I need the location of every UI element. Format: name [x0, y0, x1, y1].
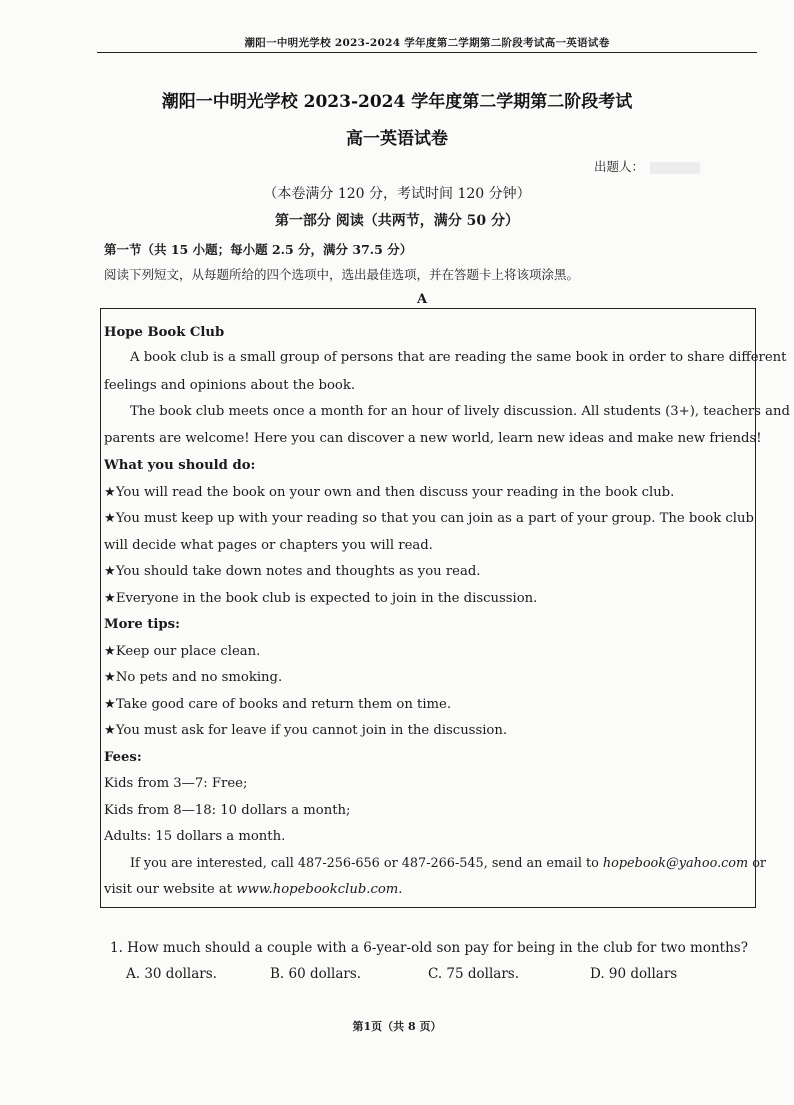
fees-heading: Fees: [104, 750, 142, 765]
passage-intro-line-1: A book club is a small group of persons that are reading the same book in order to share different [130, 350, 787, 365]
page-footer: 第1页（共 8 页） [352, 1020, 442, 1033]
question-1-option-d: D. 90 dollars [590, 966, 678, 982]
website-text: visit our website at [104, 882, 237, 897]
should-heading: What you should do: [104, 458, 256, 473]
website-line [104, 882, 403, 897]
part-heading: 第一部分 阅读（共两节，满分 50 分） [274, 213, 520, 229]
email-address: hopebook@yahoo.com [602, 856, 749, 871]
contact-line [130, 856, 766, 871]
should-item-2b: will decide what pages or chapters you will read. [104, 538, 433, 553]
question-1-option-c: C. 75 dollars. [428, 966, 520, 982]
tip-item-4: ★You must ask for leave if you cannot join in the discussion. [104, 723, 508, 738]
question-1-stem: 1. How much should a couple with a 6-year-old son pay for being in the club for two months? [110, 940, 748, 956]
tip-item-3: ★Take good care of books and return them on time. [104, 697, 452, 712]
setter-label: 出题人： [594, 159, 645, 174]
tip-item-1: ★Keep our place clean. [104, 644, 261, 659]
running-header: 潮阳一中明光学校 2023-2024 学年度第二学期第二阶段考试高一英语试卷 [244, 37, 610, 49]
exam-title: 潮阳一中明光学校 2023-2024 学年度第二学期第二阶段考试 [161, 92, 633, 112]
passage-intro-line-2: feelings and opinions about the book. [104, 378, 356, 393]
section-heading: 第一节（共 15 小题；每小题 2.5 分，满分 37.5 分） [104, 242, 413, 257]
should-item-3: ★You should take down notes and thoughts as you read. [104, 564, 481, 579]
exam-note: （本卷满分 120 分，考试时间 120 分钟） [263, 186, 531, 202]
fee-item-2: Kids from 8—18: 10 dollars a month; [104, 803, 351, 818]
website-tail: . [398, 882, 403, 897]
exam-subtitle: 高一英语试卷 [346, 129, 448, 149]
fee-item-3: Adults: 15 dollars a month. [104, 829, 286, 844]
contact-text: If you are interested, call 487-256-656 or 487-266-545, send an email to [130, 856, 603, 871]
redacted-name [650, 162, 700, 174]
instructions: 阅读下列短文，从每题所给的四个选项中，选出最佳选项，并在答题卡上将该项涂黑。 [104, 267, 580, 282]
setter-line [594, 157, 700, 175]
passage-title: Hope Book Club [104, 325, 225, 340]
should-item-2a: ★You must keep up with your reading so that you can join as a part of your group. The book club [104, 511, 754, 526]
passage-meet-line-2: parents are welcome! Here you can discover a new world, learn new ideas and make new friends! [104, 431, 762, 446]
website-url: www.hopebookclub.com [236, 882, 399, 897]
tip-item-2: ★No pets and no smoking. [104, 670, 283, 685]
question-1-option-b: B. 60 dollars. [270, 966, 362, 982]
contact-tail: or [748, 856, 767, 871]
passage-box [100, 308, 756, 908]
tips-heading: More tips: [104, 617, 180, 632]
fee-item-1: Kids from 3—7: Free; [104, 776, 248, 791]
passage-label: A [416, 292, 428, 307]
header-rule [97, 52, 757, 53]
passage-meet-line-1: The book club meets once a month for an hour of lively discussion. All students (3+), teachers and [130, 404, 790, 419]
should-item-4: ★Everyone in the book club is expected to join in the discussion. [104, 591, 538, 606]
should-item-1: ★You will read the book on your own and then discuss your reading in the book club. [104, 485, 675, 500]
question-1-option-a: A. 30 dollars. [126, 966, 217, 982]
